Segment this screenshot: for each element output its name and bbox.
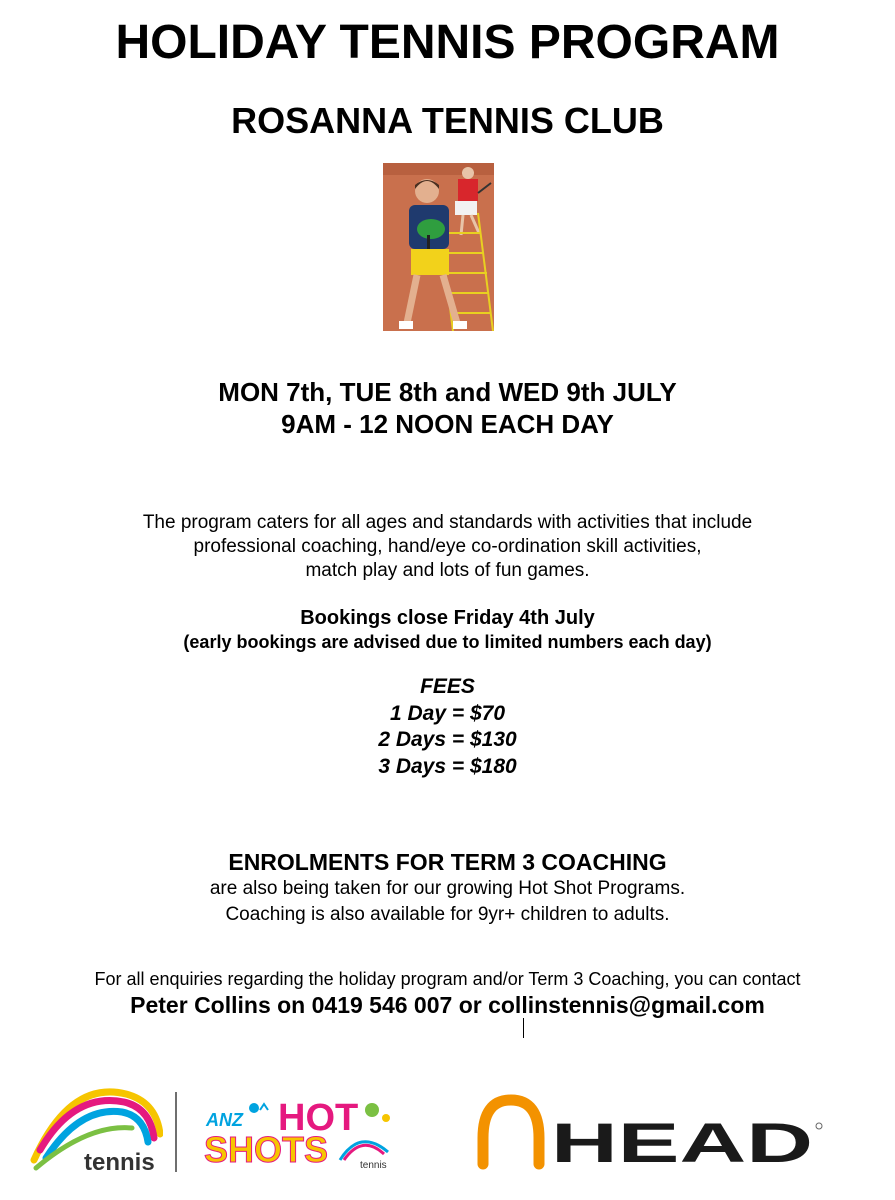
head-text: HEAD — [551, 1111, 813, 1172]
page-title: HOLIDAY TENNIS PROGRAM — [115, 16, 780, 69]
tennis-photo — [383, 163, 494, 331]
tennis-australia-logo — [28, 1088, 163, 1178]
enrolments-line: are also being taken for our growing Hot Shot Programs. — [209, 878, 686, 899]
fee-item: 1 Day = $70 — [389, 701, 505, 725]
fees-heading: FEES — [420, 675, 475, 698]
bookings-note: (early bookings are advised due to limited numbers each day) — [183, 632, 712, 652]
hotshots-tennis-text: tennis — [360, 1160, 387, 1171]
enrolments-text — [0, 876, 895, 928]
logo-divider — [175, 1092, 177, 1172]
program-description — [0, 511, 895, 583]
bookings-close: Bookings close Friday 4th July — [300, 607, 595, 629]
description-line: match play and lots of fun games. — [305, 560, 590, 581]
times-line: 9AM - 12 NOON EACH DAY — [281, 409, 614, 439]
enquiries-text: For all enquiries regarding the holiday program and/or Term 3 Coaching, you can contact — [94, 969, 801, 989]
program-dates — [0, 376, 895, 440]
enrolments-heading: ENROLMENTS FOR TERM 3 COACHING — [228, 849, 667, 875]
dates-line: MON 7th, TUE 8th and WED 9th JULY — [218, 377, 677, 407]
enrolments-line: Coaching is also available for 9yr+ children to adults. — [225, 904, 670, 925]
fee-item: 3 Days = $180 — [378, 754, 517, 778]
anz-text: ANZ — [206, 1110, 243, 1130]
shots-text: SHOTS — [204, 1129, 329, 1170]
club-name: ROSANNA TENNIS CLUB — [231, 100, 664, 141]
anz-hot-shots-logo — [200, 1090, 400, 1175]
description-line: professional coaching, hand/eye co-ordination skill activities, — [193, 536, 702, 557]
fee-item: 2 Days = $130 — [378, 728, 517, 751]
tennis-logo-text: tennis — [84, 1149, 155, 1176]
hot-text: HOT — [278, 1097, 359, 1139]
head-logo — [475, 1092, 830, 1172]
fees-block — [0, 674, 895, 780]
text-cursor — [523, 1018, 524, 1038]
contact-details[interactable]: Peter Collins on 0419 546 007 or collinstennis@gmail.com — [130, 992, 765, 1018]
description-line: The program caters for all ages and standards with activities that include — [142, 512, 753, 533]
